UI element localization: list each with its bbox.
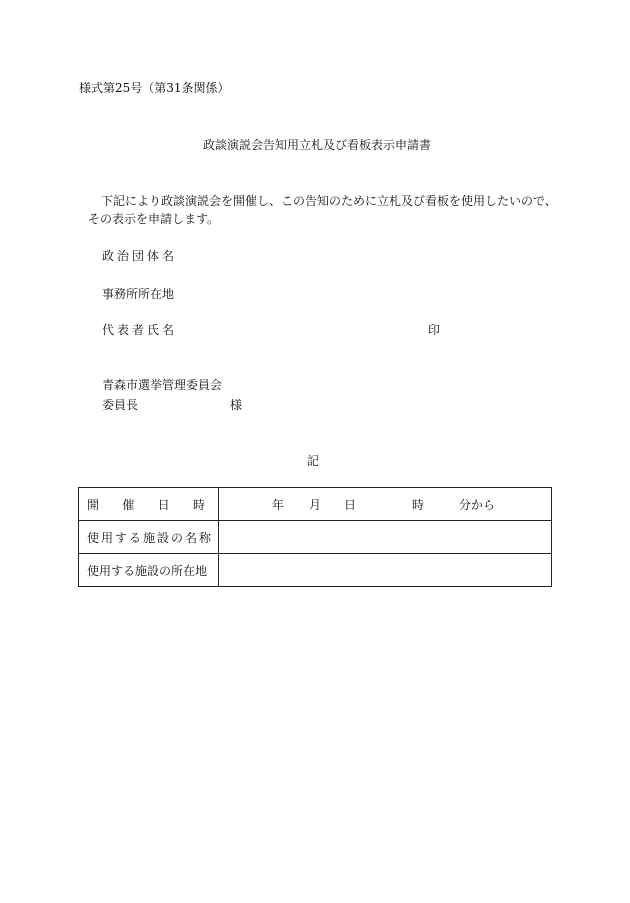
datetime-label-cell <box>79 488 219 521</box>
hour-unit: 時 <box>412 498 425 512</box>
honorific: 様 <box>230 398 243 412</box>
facility-name-row <box>79 521 552 554</box>
office-address-label: 事務所所在地 <box>102 287 175 301</box>
representative-label: 代表者氏名 <box>102 323 178 337</box>
minute-from-unit: 分から <box>459 498 496 512</box>
datetime-label-char: 催 <box>122 497 135 512</box>
body-paragraph-line2: その表示を申請します。 <box>88 212 220 226</box>
committee-name: 青森市選挙管理委員会 <box>102 378 223 392</box>
facility-name-label: 使用する施設の名称 <box>79 521 219 554</box>
year-unit: 年 <box>272 498 285 512</box>
facility-location-value-cell[interactable] <box>219 554 552 587</box>
day-unit: 日 <box>344 498 357 512</box>
chairman-title: 委員長 <box>102 398 139 412</box>
datetime-label-char: 開 <box>87 497 100 512</box>
datetime-units <box>227 496 551 512</box>
facility-location-row <box>79 554 552 587</box>
seal-mark: 印 <box>428 323 441 337</box>
form-number: 様式第25号（第31条関係） <box>79 81 230 95</box>
datetime-label <box>87 496 205 513</box>
datetime-label-char: 時 <box>192 497 205 512</box>
body-paragraph-line1: 下記により政談演説会を開催し、この告知のために立札及び看板を使用したいので、 <box>101 194 557 208</box>
datetime-row <box>79 488 552 521</box>
datetime-label-char: 日 <box>157 497 170 512</box>
month-unit: 月 <box>309 498 322 512</box>
facility-location-label: 使用する施設の所在地 <box>79 554 219 587</box>
document-title: 政談演説会告知用立札及び看板表示申請書 <box>203 138 432 152</box>
facility-name-value-cell[interactable] <box>219 521 552 554</box>
record-mark: 記 <box>307 454 320 468</box>
application-details-table <box>78 487 552 587</box>
datetime-value-cell[interactable] <box>219 488 552 521</box>
org-name-label: 政治団体名 <box>102 249 178 263</box>
